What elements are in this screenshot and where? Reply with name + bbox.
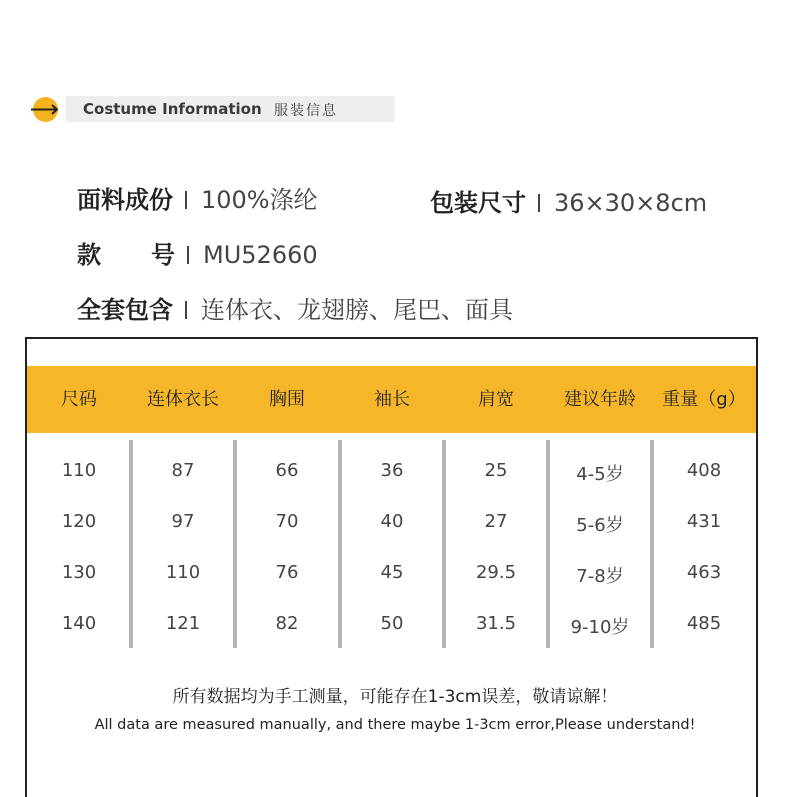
fabric-line: [77, 180, 318, 215]
table-cell: 431: [686, 511, 722, 532]
table-cell: 5-6岁: [576, 515, 624, 536]
set-value: 连体衣、龙翅膀、尾巴、面具: [201, 296, 513, 324]
col-length: 连体衣长: [147, 389, 219, 410]
table-cell: 45: [380, 562, 404, 583]
table-cell: 485: [686, 613, 722, 634]
table-cell: 140: [61, 613, 97, 634]
header-title-en: Costume Information: [83, 100, 262, 118]
model-label-2: 号: [151, 241, 175, 269]
table-cell: 4-5岁: [576, 464, 624, 485]
table-cell: 9-10岁: [570, 617, 630, 638]
fabric-value: 100%涤纶: [201, 186, 318, 214]
col-size: 尺码: [61, 389, 97, 410]
set-line: [77, 290, 513, 325]
package-label: 包装尺寸: [430, 189, 526, 217]
package-line: [430, 183, 707, 218]
separator: [185, 191, 187, 209]
model-line: [77, 235, 318, 270]
table-cell: 97: [171, 511, 195, 532]
table-cell: 31.5: [475, 613, 517, 634]
table-cell: 463: [686, 562, 722, 583]
table-cell: 50: [380, 613, 404, 634]
table-cell: 40: [380, 511, 404, 532]
table-cell: 36: [380, 460, 404, 481]
col-weight: 重量（g）: [662, 389, 746, 410]
model-label-1: 款: [77, 241, 101, 269]
separator: [185, 301, 187, 319]
table-cell: 29.5: [475, 562, 517, 583]
table-cell: 408: [686, 460, 722, 481]
header-title-cn: 服装信息: [274, 103, 338, 119]
table-cell: 76: [275, 562, 299, 583]
separator: [187, 246, 189, 264]
arrow-right-icon: [30, 96, 62, 123]
fabric-label: 面料成份: [77, 186, 173, 214]
disclaimer-cn: 所有数据均为手工测量，可能存在1-3cm误差，敬请谅解！: [172, 687, 618, 707]
table-cell: 82: [275, 613, 299, 634]
col-sleeve: 袖长: [374, 389, 410, 410]
table-cell: 27: [484, 511, 508, 532]
separator: [538, 194, 540, 212]
table-cell: 25: [484, 460, 508, 481]
col-shoulder: 肩宽: [478, 389, 514, 410]
set-label: 全套包含: [77, 296, 173, 324]
col-chest: 胸围: [269, 389, 305, 410]
table-cell: 110: [165, 562, 201, 583]
table-cell: 120: [61, 511, 97, 532]
table-cell: 87: [171, 460, 195, 481]
package-value: 36×30×8cm: [554, 189, 708, 217]
table-cell: 110: [61, 460, 97, 481]
table-cell: 66: [275, 460, 299, 481]
model-value: MU52660: [203, 241, 318, 269]
table-cell: 7-8岁: [576, 566, 624, 587]
size-table-header: [27, 366, 756, 433]
table-cell: 121: [165, 613, 201, 634]
table-cell: 130: [61, 562, 97, 583]
col-age: 建议年龄: [564, 389, 636, 410]
table-cell: 70: [275, 511, 299, 532]
disclaimer-en: All data are measured manually, and there maybe 1-3cm error,Please understand!: [94, 717, 696, 733]
